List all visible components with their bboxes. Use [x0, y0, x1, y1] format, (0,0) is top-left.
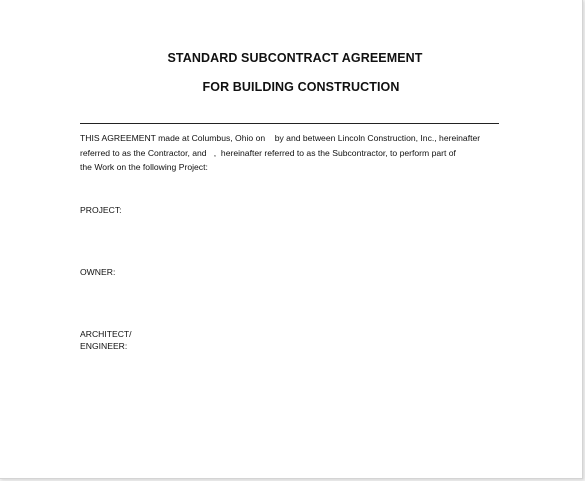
- document-title: STANDARD SUBCONTRACT AGREEMENT: [167, 51, 423, 65]
- owner-label: OWNER:: [80, 267, 116, 277]
- agreement-paragraph: [80, 131, 520, 175]
- agreement-line: referred to as the Contractor, and , hereinafter referred to as the Subcontractor, to perform part of: [80, 147, 456, 158]
- document-subtitle: FOR BUILDING CONSTRUCTION: [202, 80, 400, 94]
- agreement-line: THIS AGREEMENT made at Columbus, Ohio on by and between Lincoln Construction, Inc., hereinafter: [80, 133, 481, 143]
- project-label: PROJECT:: [80, 205, 122, 215]
- engineer-label: ENGINEER:: [80, 341, 128, 351]
- title-divider: [80, 123, 499, 124]
- agreement-line: the Work on the following Project:: [80, 162, 208, 172]
- architect-label: ARCHITECT/: [80, 329, 132, 339]
